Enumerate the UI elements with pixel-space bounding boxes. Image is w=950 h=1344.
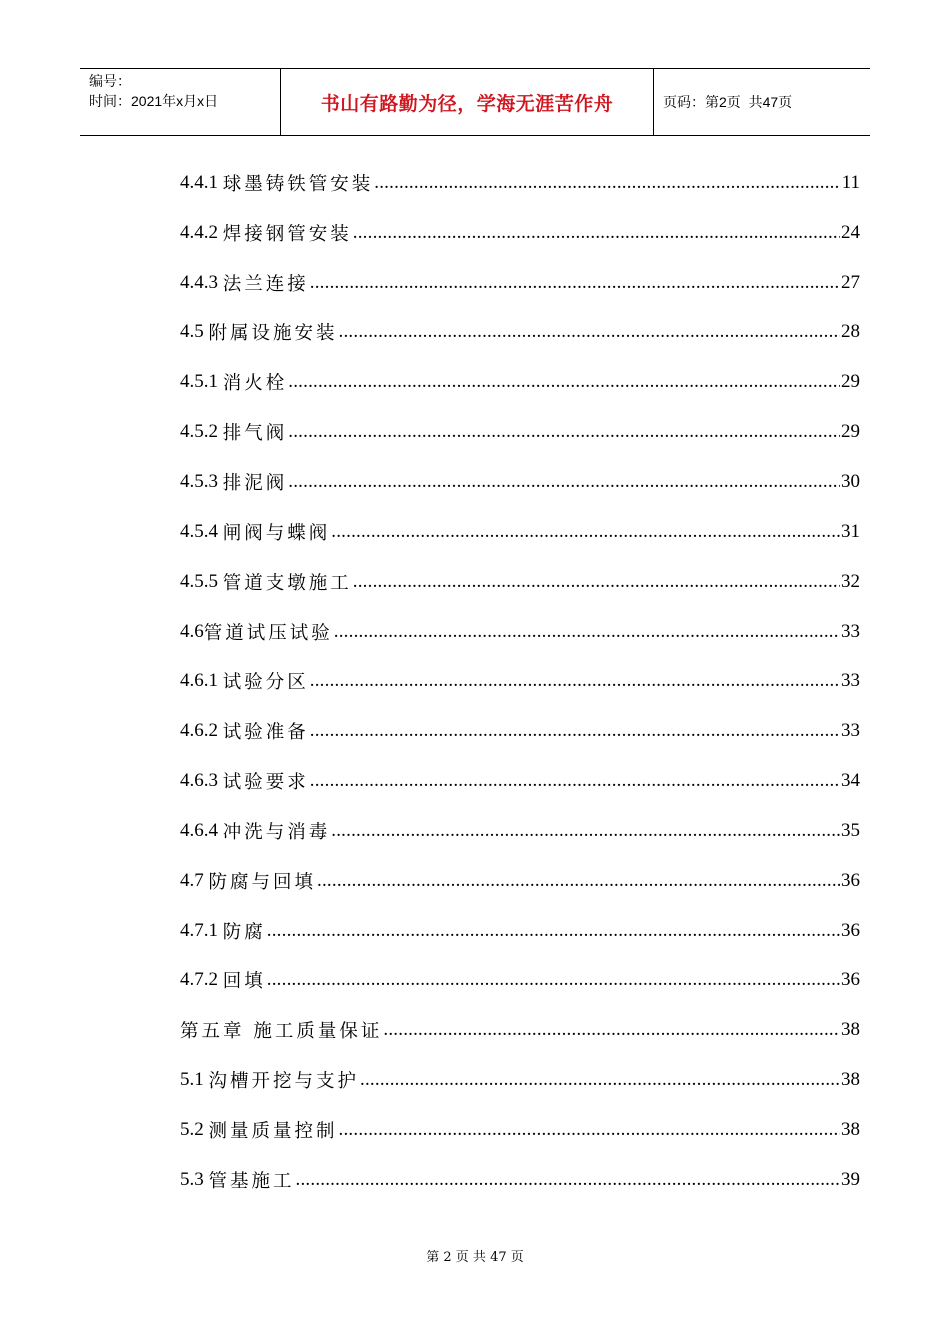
toc-entry-page: 38 bbox=[841, 1118, 860, 1140]
toc-entry-title: 消火栓 bbox=[222, 373, 288, 395]
toc-entry[interactable] bbox=[180, 1105, 860, 1155]
toc-entry-number: 4.5.3 bbox=[180, 470, 223, 492]
toc-entry[interactable] bbox=[180, 507, 860, 557]
toc-entry-number: 4.4.1 bbox=[180, 171, 223, 193]
toc-entry[interactable] bbox=[180, 856, 860, 906]
toc-entry-number: 4.5 bbox=[180, 321, 209, 343]
page-mid: 页 共 bbox=[726, 94, 763, 110]
page-current: 2 bbox=[719, 94, 727, 110]
toc-entry-title: 排气阀 bbox=[222, 423, 288, 445]
toc-entry-title: 附属设施安装 bbox=[208, 323, 338, 345]
toc-entry-leader-dots bbox=[310, 770, 840, 792]
toc-entry-leader-dots bbox=[317, 870, 840, 892]
toc-entry[interactable] bbox=[180, 706, 860, 756]
toc-entry[interactable] bbox=[180, 557, 860, 607]
toc-entry-page: 32 bbox=[841, 570, 860, 592]
toc-entry-leader-dots bbox=[334, 621, 840, 643]
toc-entry[interactable] bbox=[180, 956, 860, 1006]
toc-entry-page: 36 bbox=[841, 869, 860, 891]
toc-entry-number: 4.7 bbox=[180, 869, 209, 891]
table-of-contents bbox=[180, 158, 860, 1205]
document-time-label: 时间：2021年x月x日 bbox=[89, 93, 219, 109]
toc-entry-page: 38 bbox=[841, 1019, 860, 1041]
toc-entry[interactable] bbox=[180, 607, 860, 657]
toc-entry-page: 35 bbox=[841, 819, 860, 841]
page-prefix: 页码：第 bbox=[663, 94, 719, 110]
toc-entry-title: 试验准备 bbox=[222, 722, 309, 744]
toc-entry-leader-dots bbox=[288, 471, 840, 493]
toc-entry-leader-dots bbox=[339, 1119, 840, 1141]
toc-entry-leader-dots bbox=[310, 720, 840, 742]
toc-entry[interactable] bbox=[180, 906, 860, 956]
toc-entry-page: 39 bbox=[841, 1168, 860, 1190]
toc-entry-number: 4.4.3 bbox=[180, 271, 223, 293]
toc-entry-title: 防腐 bbox=[222, 921, 266, 943]
toc-entry[interactable] bbox=[180, 407, 860, 457]
footer-suffix: 页 bbox=[506, 1250, 524, 1265]
toc-entry-number: 4.6 bbox=[180, 620, 204, 642]
toc-entry-title: 管道支墩施工 bbox=[222, 572, 352, 594]
page-suffix: 页 bbox=[778, 94, 793, 110]
toc-entry-page: 30 bbox=[841, 470, 860, 492]
header-motto: 书山有路勤为径，学海无涯苦作舟 bbox=[281, 69, 654, 135]
toc-entry-leader-dots bbox=[267, 920, 840, 942]
toc-entry-leader-dots bbox=[296, 1169, 840, 1191]
toc-entry[interactable] bbox=[180, 656, 860, 706]
toc-entry-leader-dots bbox=[353, 571, 840, 593]
toc-entry-number: 4.5.1 bbox=[180, 371, 223, 393]
footer-total: 47 bbox=[490, 1250, 507, 1265]
toc-entry-title: 第五章 施工质量保证 bbox=[180, 1021, 383, 1043]
page-total: 47 bbox=[762, 94, 779, 110]
page-header bbox=[80, 68, 870, 136]
toc-entry-number: 4.7.1 bbox=[180, 919, 223, 941]
toc-entry-page: 38 bbox=[841, 1069, 860, 1091]
toc-entry-leader-dots bbox=[331, 521, 840, 543]
document-number-label: 编号： bbox=[89, 73, 131, 89]
toc-entry-leader-dots bbox=[288, 371, 840, 393]
toc-entry-page: 36 bbox=[841, 919, 860, 941]
toc-entry-title: 法兰连接 bbox=[222, 273, 309, 295]
toc-entry-page: 33 bbox=[841, 720, 860, 742]
toc-entry-number: 4.5.4 bbox=[180, 520, 223, 542]
toc-entry-leader-dots bbox=[310, 272, 840, 294]
toc-entry-number: 4.6.2 bbox=[180, 720, 223, 742]
toc-entry[interactable] bbox=[180, 1155, 860, 1205]
toc-entry[interactable] bbox=[180, 756, 860, 806]
toc-entry-title: 测量质量控制 bbox=[208, 1120, 338, 1142]
toc-entry-title: 回填 bbox=[222, 971, 266, 993]
toc-entry-number: 5.3 bbox=[180, 1168, 209, 1190]
header-info-cell bbox=[80, 69, 281, 135]
toc-entry-page: 27 bbox=[841, 271, 860, 293]
toc-entry-page: 31 bbox=[841, 520, 860, 542]
toc-entry-number: 5.1 bbox=[180, 1069, 209, 1091]
toc-entry-number: 4.6.3 bbox=[180, 770, 223, 792]
footer-prefix: 第 bbox=[426, 1250, 444, 1265]
toc-entry[interactable] bbox=[180, 308, 860, 358]
toc-entry-title: 沟槽开挖与支护 bbox=[208, 1071, 360, 1093]
toc-entry-leader-dots bbox=[353, 222, 840, 244]
toc-entry-title: 球墨铸铁管安装 bbox=[222, 173, 374, 195]
toc-entry[interactable] bbox=[180, 158, 860, 208]
toc-entry-title: 焊接钢管安装 bbox=[222, 223, 352, 245]
footer-mid: 页 共 bbox=[451, 1250, 491, 1265]
toc-entry[interactable] bbox=[180, 357, 860, 407]
toc-entry[interactable] bbox=[180, 1055, 860, 1105]
toc-entry-title: 管基施工 bbox=[208, 1170, 295, 1192]
toc-entry[interactable] bbox=[180, 208, 860, 258]
toc-entry-page: 11 bbox=[841, 171, 860, 193]
toc-entry-page: 24 bbox=[841, 221, 860, 243]
toc-entry-page: 29 bbox=[841, 371, 860, 393]
toc-entry-title: 排泥阀 bbox=[222, 472, 288, 494]
toc-entry-number: 4.4.2 bbox=[180, 221, 223, 243]
toc-entry-number: 4.6.1 bbox=[180, 670, 223, 692]
toc-entry-leader-dots bbox=[374, 172, 840, 194]
toc-entry-title: 闸阀与蝶阀 bbox=[222, 522, 331, 544]
toc-entry-page: 36 bbox=[841, 969, 860, 991]
toc-entry-leader-dots bbox=[360, 1069, 840, 1091]
toc-entry[interactable] bbox=[180, 258, 860, 308]
toc-entry-title: 防腐与回填 bbox=[208, 871, 317, 893]
toc-entry-number: 4.6.4 bbox=[180, 819, 223, 841]
header-page-info bbox=[654, 69, 870, 135]
toc-entry-title: 冲洗与消毒 bbox=[222, 821, 331, 843]
footer-current: 2 bbox=[443, 1250, 452, 1265]
toc-entry-page: 28 bbox=[841, 321, 860, 343]
toc-entry-leader-dots bbox=[310, 670, 840, 692]
toc-entry-number: 4.7.2 bbox=[180, 969, 223, 991]
toc-entry-number: 4.5.5 bbox=[180, 570, 223, 592]
toc-entry-title: 试验分区 bbox=[222, 672, 309, 694]
toc-entry-title: 试验要求 bbox=[222, 772, 309, 794]
toc-entry-number: 5.2 bbox=[180, 1118, 209, 1140]
toc-entry-leader-dots bbox=[339, 321, 840, 343]
toc-entry-page: 33 bbox=[841, 620, 860, 642]
toc-entry-title: 管道试压试验 bbox=[203, 622, 333, 644]
toc-entry-leader-dots bbox=[331, 820, 840, 842]
toc-entry-page: 29 bbox=[841, 421, 860, 443]
page-footer bbox=[0, 1246, 950, 1265]
toc-entry[interactable] bbox=[180, 806, 860, 856]
toc-entry[interactable] bbox=[180, 457, 860, 507]
toc-entry-leader-dots bbox=[383, 1019, 840, 1041]
toc-entry-number: 4.5.2 bbox=[180, 421, 223, 443]
toc-entry-leader-dots bbox=[288, 421, 840, 443]
toc-entry-page: 33 bbox=[841, 670, 860, 692]
toc-entry-leader-dots bbox=[267, 969, 840, 991]
toc-entry-page: 34 bbox=[841, 770, 860, 792]
toc-entry[interactable] bbox=[180, 1005, 860, 1055]
